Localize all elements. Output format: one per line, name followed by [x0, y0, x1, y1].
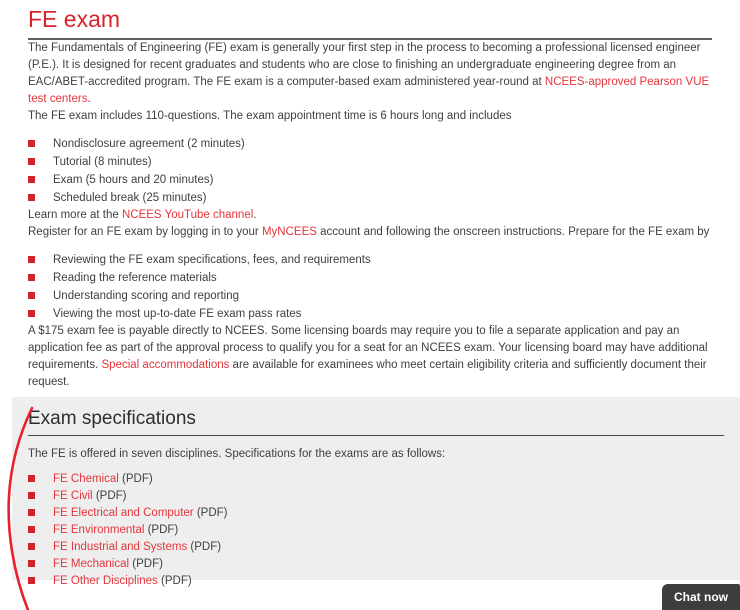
pearson-vue-link[interactable]: NCEES-approved Pearson VUE test centers: [28, 76, 710, 105]
myncees-link[interactable]: MyNCEES: [261, 226, 317, 238]
pdf-suffix: (PDF): [187, 541, 222, 553]
list-item: Tutorial (8 minutes): [28, 153, 712, 171]
fe-industrial-and-systems-pdf-link[interactable]: FE Industrial and Systems: [53, 541, 188, 553]
fe-civil-pdf-link[interactable]: FE Civil: [53, 490, 93, 502]
learn-more-paragraph: [28, 207, 712, 224]
list-item: [28, 471, 724, 488]
list-item: Understanding scoring and reporting: [28, 287, 712, 305]
intro-text-end: .: [87, 93, 91, 105]
intro-paragraph: [28, 40, 712, 108]
list-item: Exam (5 hours and 20 minutes): [28, 171, 712, 189]
fee-text: A $175 exam fee is payable directly to NCEES. Some licensing boards may require you to file a separate application and pay an application fee as part of the approval process to qualify you for a seat for an NCEES exam. Your licensing board may have additional requirements.: [28, 325, 708, 371]
page-title: FE exam: [28, 6, 121, 32]
chat-now-button[interactable]: Chat now: [662, 584, 740, 610]
fe-chemical-pdf-link[interactable]: FE Chemical: [53, 473, 119, 485]
specs-divider: [28, 435, 724, 436]
pdf-suffix: (PDF): [144, 524, 179, 536]
list-item: Nondisclosure agreement (2 minutes): [28, 135, 712, 153]
fee-paragraph: [28, 323, 712, 391]
fe-electrical-and-computer-pdf-link[interactable]: FE Electrical and Computer: [53, 507, 194, 519]
youtube-channel-link[interactable]: NCEES YouTube channel: [121, 209, 254, 221]
main-content: [0, 6, 740, 587]
exam-specifications-section: [12, 397, 740, 587]
register-text: Register for an FE exam by logging in to your: [28, 226, 262, 238]
list-item: [28, 556, 724, 573]
list-item: [28, 522, 724, 539]
fe-environmental-pdf-link[interactable]: FE Environmental: [53, 524, 145, 536]
special-accommodations-link[interactable]: Special accommodations: [101, 359, 230, 371]
fee-text-end: are available for examinees who meet certain eligibility criteria and sufficiently document their request.: [28, 359, 707, 388]
pdf-suffix: (PDF): [92, 490, 127, 502]
specs-heading: Exam specifications: [28, 408, 196, 429]
exam-length-paragraph: The FE exam includes 110-questions. The exam appointment time is 6 hours long and includes: [28, 110, 512, 122]
learn-more-text: Learn more at the: [28, 209, 122, 221]
list-item: Scheduled break (25 minutes): [28, 189, 712, 207]
intro-text: The Fundamentals of Engineering (FE) exam is generally your first step in the process to becoming a professional licensed engineer (P.E.). It is designed for recent graduates and students who are close to finishing an undergraduate engineering degree from an EAC/ABET-accredited program. The FE exam is a computer-based exam administered year-round at: [28, 42, 701, 88]
list-item: [28, 488, 724, 505]
list-item: [28, 539, 724, 556]
list-item: Reviewing the FE exam specifications, fees, and requirements: [28, 251, 712, 269]
pdf-suffix: (PDF): [129, 558, 163, 570]
register-text-end: account and following the onscreen instructions. Prepare for the FE exam by: [316, 226, 710, 238]
specs-pdf-list: [28, 471, 724, 590]
exam-parts-list: [28, 135, 712, 207]
pdf-suffix: (PDF): [118, 473, 153, 485]
learn-more-text-end: .: [253, 209, 257, 221]
pdf-suffix: (PDF): [157, 575, 192, 587]
register-paragraph: [28, 224, 712, 241]
list-item: [28, 573, 724, 590]
list-item: Viewing the most up-to-date FE exam pass rates: [28, 305, 712, 323]
list-item: [28, 505, 724, 522]
pdf-suffix: (PDF): [193, 507, 228, 519]
specs-intro: The FE is offered in seven disciplines. Specifications for the exams are as follows:: [28, 448, 446, 460]
prepare-steps-list: [28, 251, 712, 323]
list-item: Reading the reference materials: [28, 269, 712, 287]
fe-other-disciplines-pdf-link[interactable]: FE Other Disciplines: [53, 575, 158, 587]
fe-mechanical-pdf-link[interactable]: FE Mechanical: [53, 558, 130, 570]
